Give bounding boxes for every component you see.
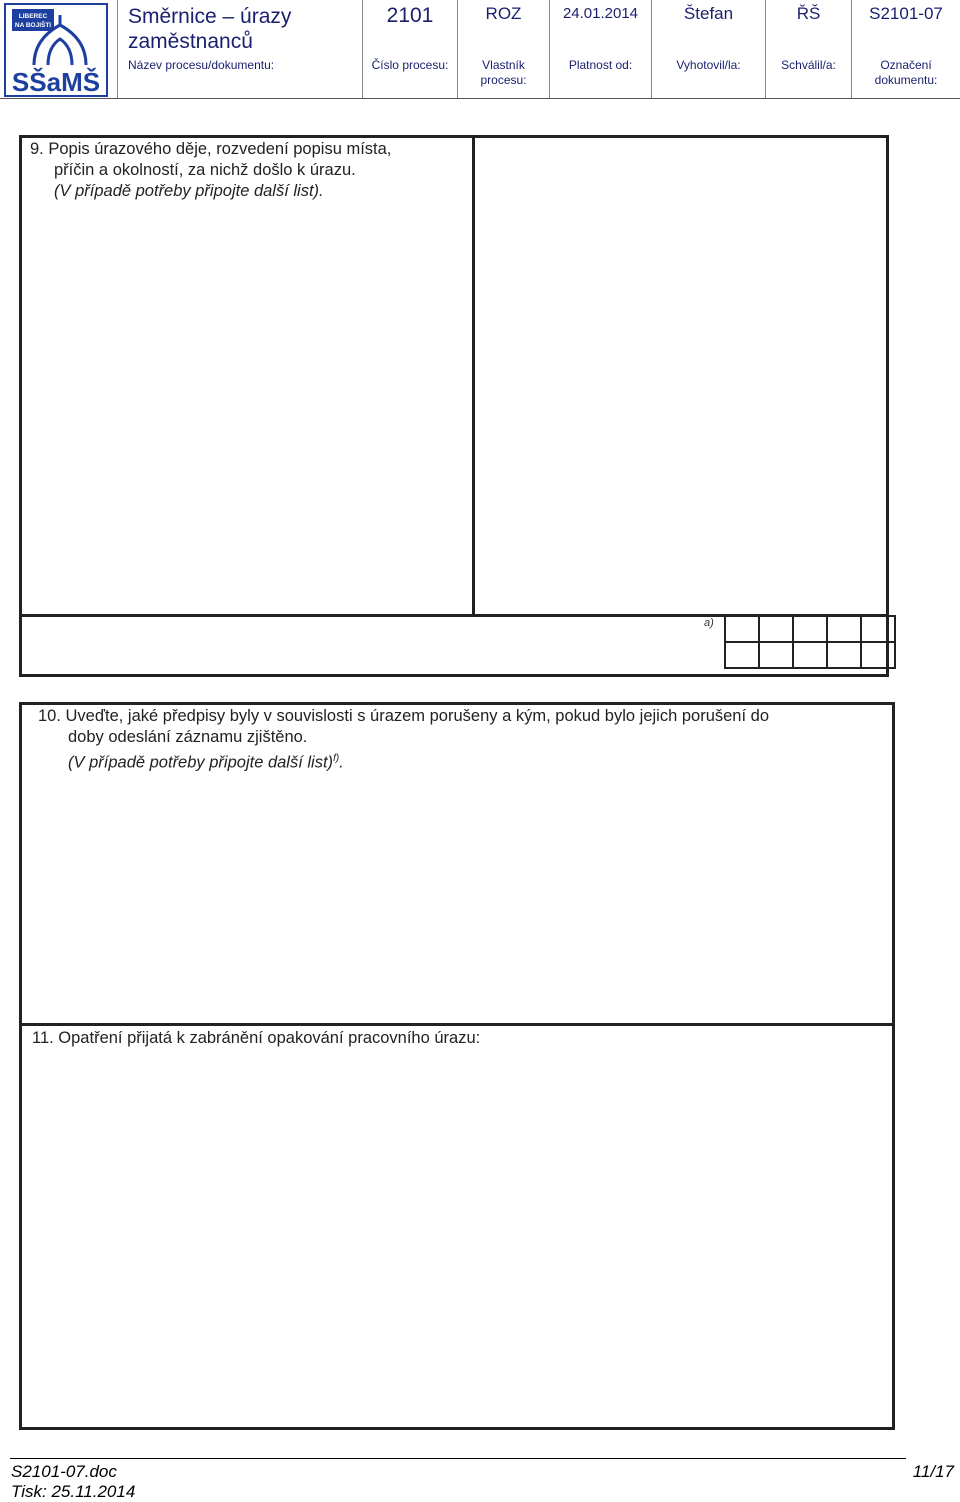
header-title-cell: [117, 0, 362, 98]
header-approved-cell: [765, 0, 851, 98]
document-code-label: Označení dokumentu:: [874, 58, 938, 87]
header-bottom-rule: [0, 98, 960, 99]
header-doc-code-cell: [851, 0, 960, 98]
section-10-heading: [38, 706, 769, 774]
section-10-bottom-rule: [19, 1023, 895, 1026]
school-logo: [4, 3, 108, 97]
document-header: [0, 0, 960, 100]
valid-from-date: 24.01.2014: [562, 5, 639, 22]
section-10-line-3: [38, 748, 769, 774]
code-cell[interactable]: [861, 642, 895, 668]
approved-by: ŘŠ: [796, 4, 821, 23]
section-9-divider: [472, 135, 475, 616]
section-9-heading: [30, 139, 391, 202]
code-cell[interactable]: [759, 616, 793, 642]
code-cell[interactable]: [793, 616, 827, 642]
footer-print-date: Tisk: 25.11.2014: [11, 1482, 136, 1501]
footer-filename: S2101-07.doc: [11, 1462, 117, 1481]
author-label: Vyhotovil/la:: [676, 58, 741, 72]
document-title-label: Název procesu/dokumentu:: [128, 58, 275, 72]
section-10-line-3-text: (V případě potřeby připojte další list): [68, 753, 334, 772]
code-cell[interactable]: [793, 642, 827, 668]
code-grid: [724, 615, 896, 669]
section-9-line-2: příčin a okolností, za nichž došlo k úrazu.: [54, 161, 356, 179]
section-9-box: [19, 135, 889, 677]
logo-cell: [0, 0, 117, 98]
section-9-line-1: 9. Popis úrazového děje, rozvedení popisu místa,: [30, 140, 392, 158]
svg-text:SŠaMŠ: SŠaMŠ: [11, 67, 101, 97]
code-cell[interactable]: [759, 642, 793, 668]
header-process-number-cell: [362, 0, 457, 98]
footer-page-number: 11/17: [912, 1462, 954, 1481]
document-title: Směrnice – úrazy zaměstnanců: [128, 5, 292, 53]
svg-text:LIBEREC: LIBEREC: [18, 13, 48, 20]
section-9-line-3: (V případě potřeby připojte další list).: [54, 182, 324, 200]
header-owner-cell: [457, 0, 549, 98]
code-cell[interactable]: [827, 642, 861, 668]
code-cell[interactable]: [861, 616, 895, 642]
section-10-line-1: 10. Uveďte, jaké předpisy byly v souvislosti s úrazem porušeny a kým, pokud bylo jejich porušení do: [38, 707, 769, 725]
code-cell[interactable]: [827, 616, 861, 642]
process-number: 2101: [386, 4, 434, 27]
author-name: Štefan: [683, 4, 734, 23]
section-10-line-2: doby odeslání záznamu zjištěno.: [68, 728, 308, 746]
section-11-line-1: 11. Opatření přijatá k zabránění opakování pracovního úrazu:: [32, 1029, 481, 1047]
code-grid-row: [725, 616, 895, 642]
code-grid-row: [725, 642, 895, 668]
process-owner-label: Vlastník procesu:: [480, 58, 527, 87]
svg-text:NA BOJIŠTI: NA BOJIŠTI: [14, 22, 52, 29]
process-owner: ROZ: [485, 4, 522, 23]
footnote-marker: f): [333, 753, 340, 764]
section-10-line-3-end: .: [339, 753, 344, 772]
header-valid-from-cell: [549, 0, 651, 98]
valid-from-label: Platnost od:: [568, 58, 633, 72]
section-10-11-box: [19, 702, 895, 1430]
code-cell[interactable]: [725, 642, 759, 668]
process-number-label: Číslo procesu:: [371, 58, 449, 72]
code-cell[interactable]: [725, 616, 759, 642]
section-11-heading: [32, 1028, 480, 1049]
footer-rule: [10, 1458, 906, 1459]
approved-label: Schválil/a:: [781, 58, 836, 72]
document-code: S2101-07: [869, 4, 943, 23]
grid-marker: a): [704, 617, 714, 629]
header-author-cell: [651, 0, 765, 98]
